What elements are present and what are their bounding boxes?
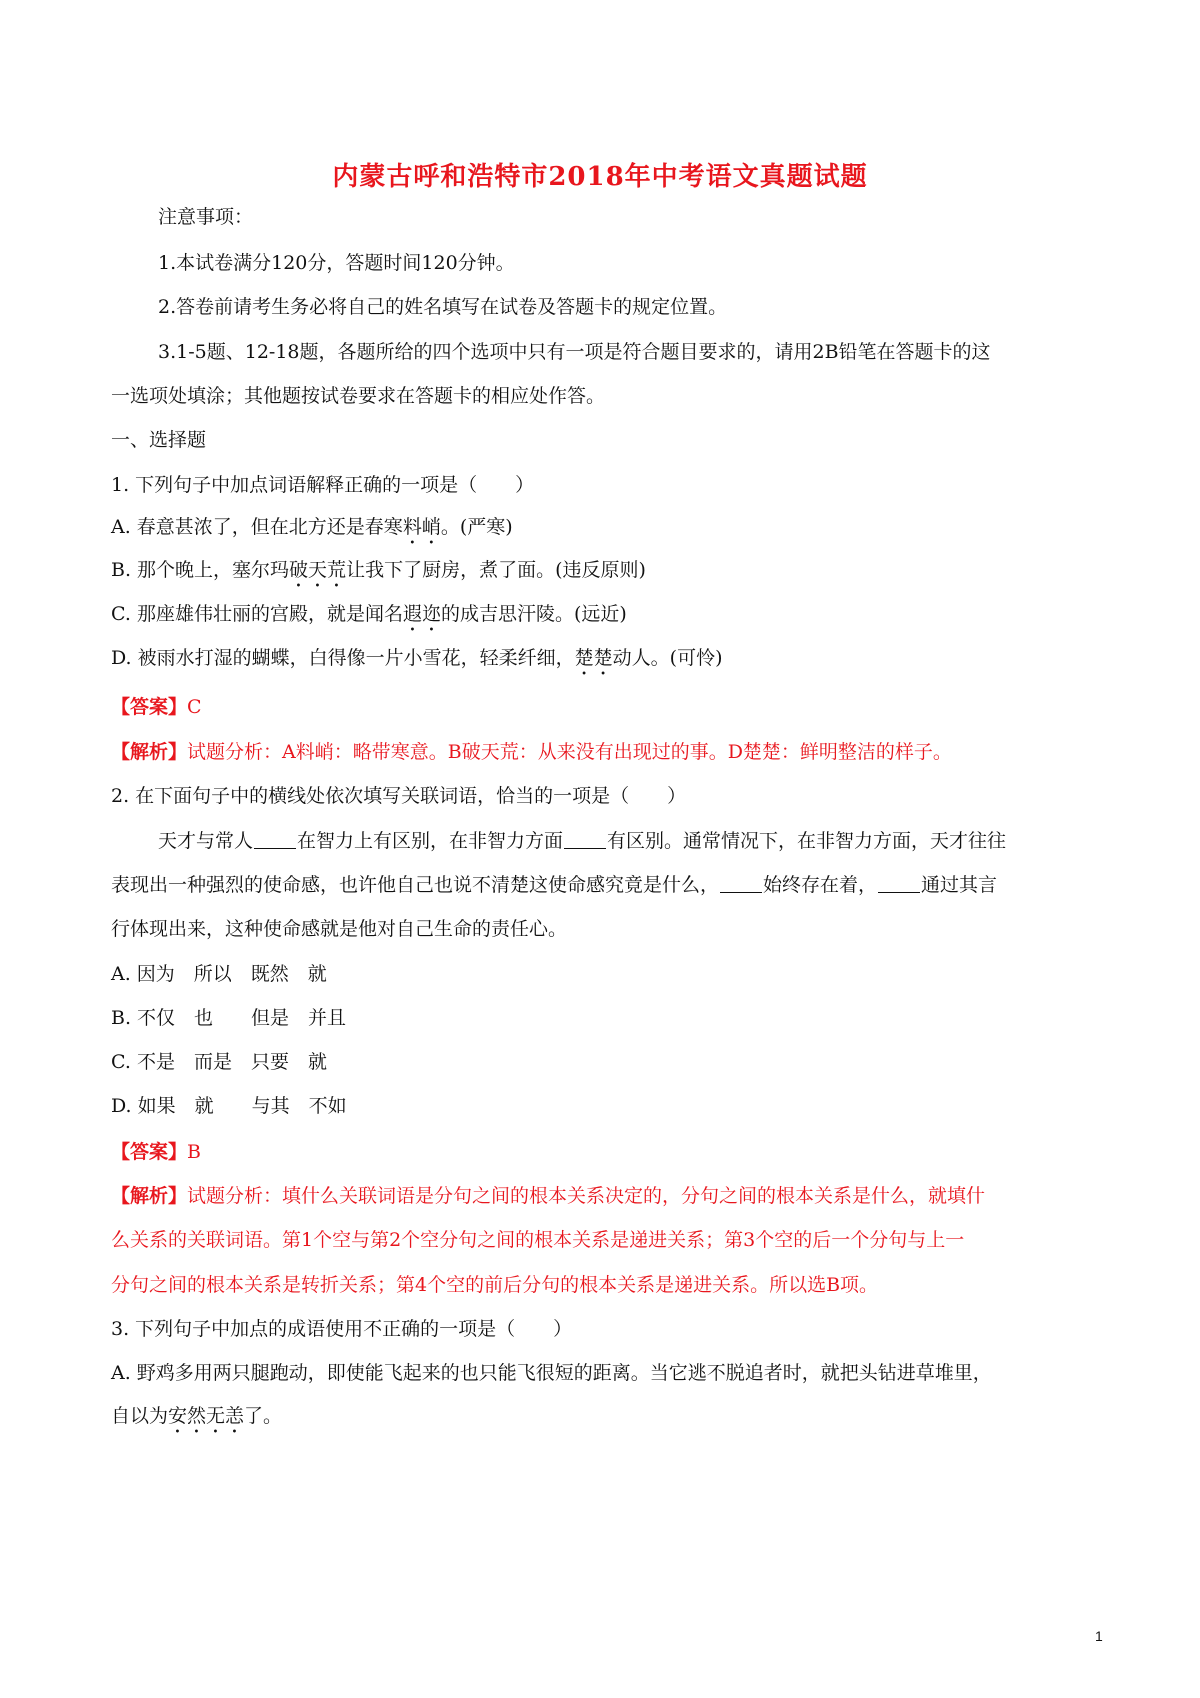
q1-option-b-text: B. 那个晚上，塞尔玛 <box>111 559 290 581</box>
q2-passage-text: 始终存在着， <box>763 874 878 896</box>
q1-option-a-text: A. 春意甚浓了，但在北方还是春寒 <box>111 516 403 538</box>
q2-answer <box>111 1137 201 1164</box>
q2-passage-text: 表现出一种强烈的使命感，也许他自己也说不清楚这使命感究竟是什么， <box>111 874 720 896</box>
q1-option-d-gloss: 动人。(可怜) <box>612 647 723 669</box>
q1-answer <box>111 692 202 719</box>
q2-option-d: D. 如果 就 与其 不如 <box>111 1095 347 1117</box>
q1-option-d-dotted-word: 楚楚 <box>574 647 613 669</box>
q2-passage-text: 通过其言 <box>921 874 998 896</box>
q2-passage-text: 在智力上有区别，在非智力方面 <box>297 830 564 852</box>
q2-passage-line-2 <box>111 870 997 897</box>
q2-blank-4 <box>878 876 920 893</box>
q1-analysis-tag: 【解析】 <box>111 741 188 763</box>
q2-stem: 2. 在下面句子中的横线处依次填写关联词语，恰当的一项是（ ） <box>111 785 687 807</box>
notice-heading: 注意事项： <box>158 206 254 228</box>
q2-passage-text: 有区别。通常情况下，在非智力方面，天才往往 <box>607 830 1007 852</box>
q2-passage-line-3: 行体现出来，这种使命感就是他对自己生命的责任心。 <box>111 918 568 940</box>
q1-option-c-gloss: 的成吉思汗陵。(远近) <box>440 603 627 625</box>
notice-item-1: 1.本试卷满分120分，答题时间120分钟。 <box>158 252 515 274</box>
notice-item-3-line-1: 3.1-5题、12-18题，各题所给的四个选项中只有一项是符合题目要求的，请用2B铅笔在答题卡的这 <box>158 341 991 363</box>
q2-analysis-line-1 <box>111 1181 985 1208</box>
q2-option-c: C. 不是 而是 只要 就 <box>111 1051 327 1073</box>
q1-answer-tag: 【答案】 <box>111 696 188 718</box>
q2-analysis-line-2: 么关系的关联词语。第1个空与第2个空分句之间的根本关系是递进关系；第3个空的后一个分句与上一 <box>111 1229 965 1251</box>
q3-stem: 3. 下列句子中加点的成语使用不正确的一项是（ ） <box>111 1318 573 1340</box>
q1-analysis <box>111 737 952 764</box>
q2-option-b: B. 不仅 也 但是 并且 <box>111 1007 347 1029</box>
q1-option-c-dotted-word: 遐迩 <box>402 603 441 625</box>
q2-blank-1 <box>254 832 296 849</box>
notice-item-3-line-2: 一选项处填涂；其他题按试卷要求在答题卡的相应处作答。 <box>111 385 606 407</box>
q1-option-a-dotted-word: 料峭 <box>402 516 441 538</box>
q1-option-b <box>111 555 646 592</box>
q2-analysis-tag: 【解析】 <box>111 1185 188 1207</box>
q3-option-a-dotted-idiom: 安然无恙 <box>168 1405 245 1427</box>
q1-option-a <box>111 512 513 549</box>
q1-option-b-dotted-word: 破天荒 <box>289 559 347 581</box>
q3-option-a-text-end: 了。 <box>244 1405 283 1427</box>
q2-analysis-text: 试题分析：填什么关联词语是分句之间的根本关系决定的，分句之间的根本关系是什么，就填什 <box>187 1185 986 1207</box>
q1-option-a-gloss: 。(严寒) <box>440 516 513 538</box>
document-title: 内蒙古呼和浩特市2018年中考语文真题试题 <box>332 162 868 192</box>
q2-answer-tag: 【答案】 <box>111 1141 188 1163</box>
q1-option-b-gloss: 让我下了厨房，煮了面。(违反原则) <box>346 559 646 581</box>
q2-blank-2 <box>564 832 606 849</box>
q2-answer-value: B <box>187 1141 201 1163</box>
q1-option-d <box>111 643 722 680</box>
q1-stem: 1. 下列句子中加点词语解释正确的一项是（ ） <box>111 474 535 496</box>
q3-option-a-text: 自以为 <box>111 1405 169 1427</box>
page-number: 1 <box>1095 1628 1103 1644</box>
notice-item-2: 2.答卷前请考生务必将自己的姓名填写在试卷及答题卡的规定位置。 <box>158 296 728 318</box>
q2-passage-line-1 <box>158 826 1006 853</box>
q2-analysis-line-3: 分句之间的根本关系是转折关系；第4个空的前后分句的根本关系是递进关系。所以选B项。 <box>111 1274 879 1296</box>
q3-option-a-line-1: A. 野鸡多用两只腿跑动，即使能飞起来的也只能飞很短的距离。当它逃不脱追者时，就把头钻进草堆里， <box>111 1362 992 1384</box>
q3-option-a-line-2 <box>111 1401 282 1438</box>
q1-option-c-text: C. 那座雄伟壮丽的宫殿，就是闻名 <box>111 603 403 625</box>
q2-blank-3 <box>720 876 762 893</box>
q1-option-d-text: D. 被雨水打湿的蝴蝶，白得像一片小雪花，轻柔纤细， <box>111 647 575 669</box>
q1-option-c <box>111 599 627 636</box>
q2-option-a: A. 因为 所以 既然 就 <box>111 963 327 985</box>
q2-passage-text: 天才与常人 <box>158 830 254 852</box>
q1-analysis-text: 试题分析：A料峭：略带寒意。B破天荒：从来没有出现过的事。D楚楚：鲜明整洁的样子。 <box>187 741 952 763</box>
q1-answer-value: C <box>187 696 202 718</box>
section-heading: 一、选择题 <box>111 429 207 451</box>
